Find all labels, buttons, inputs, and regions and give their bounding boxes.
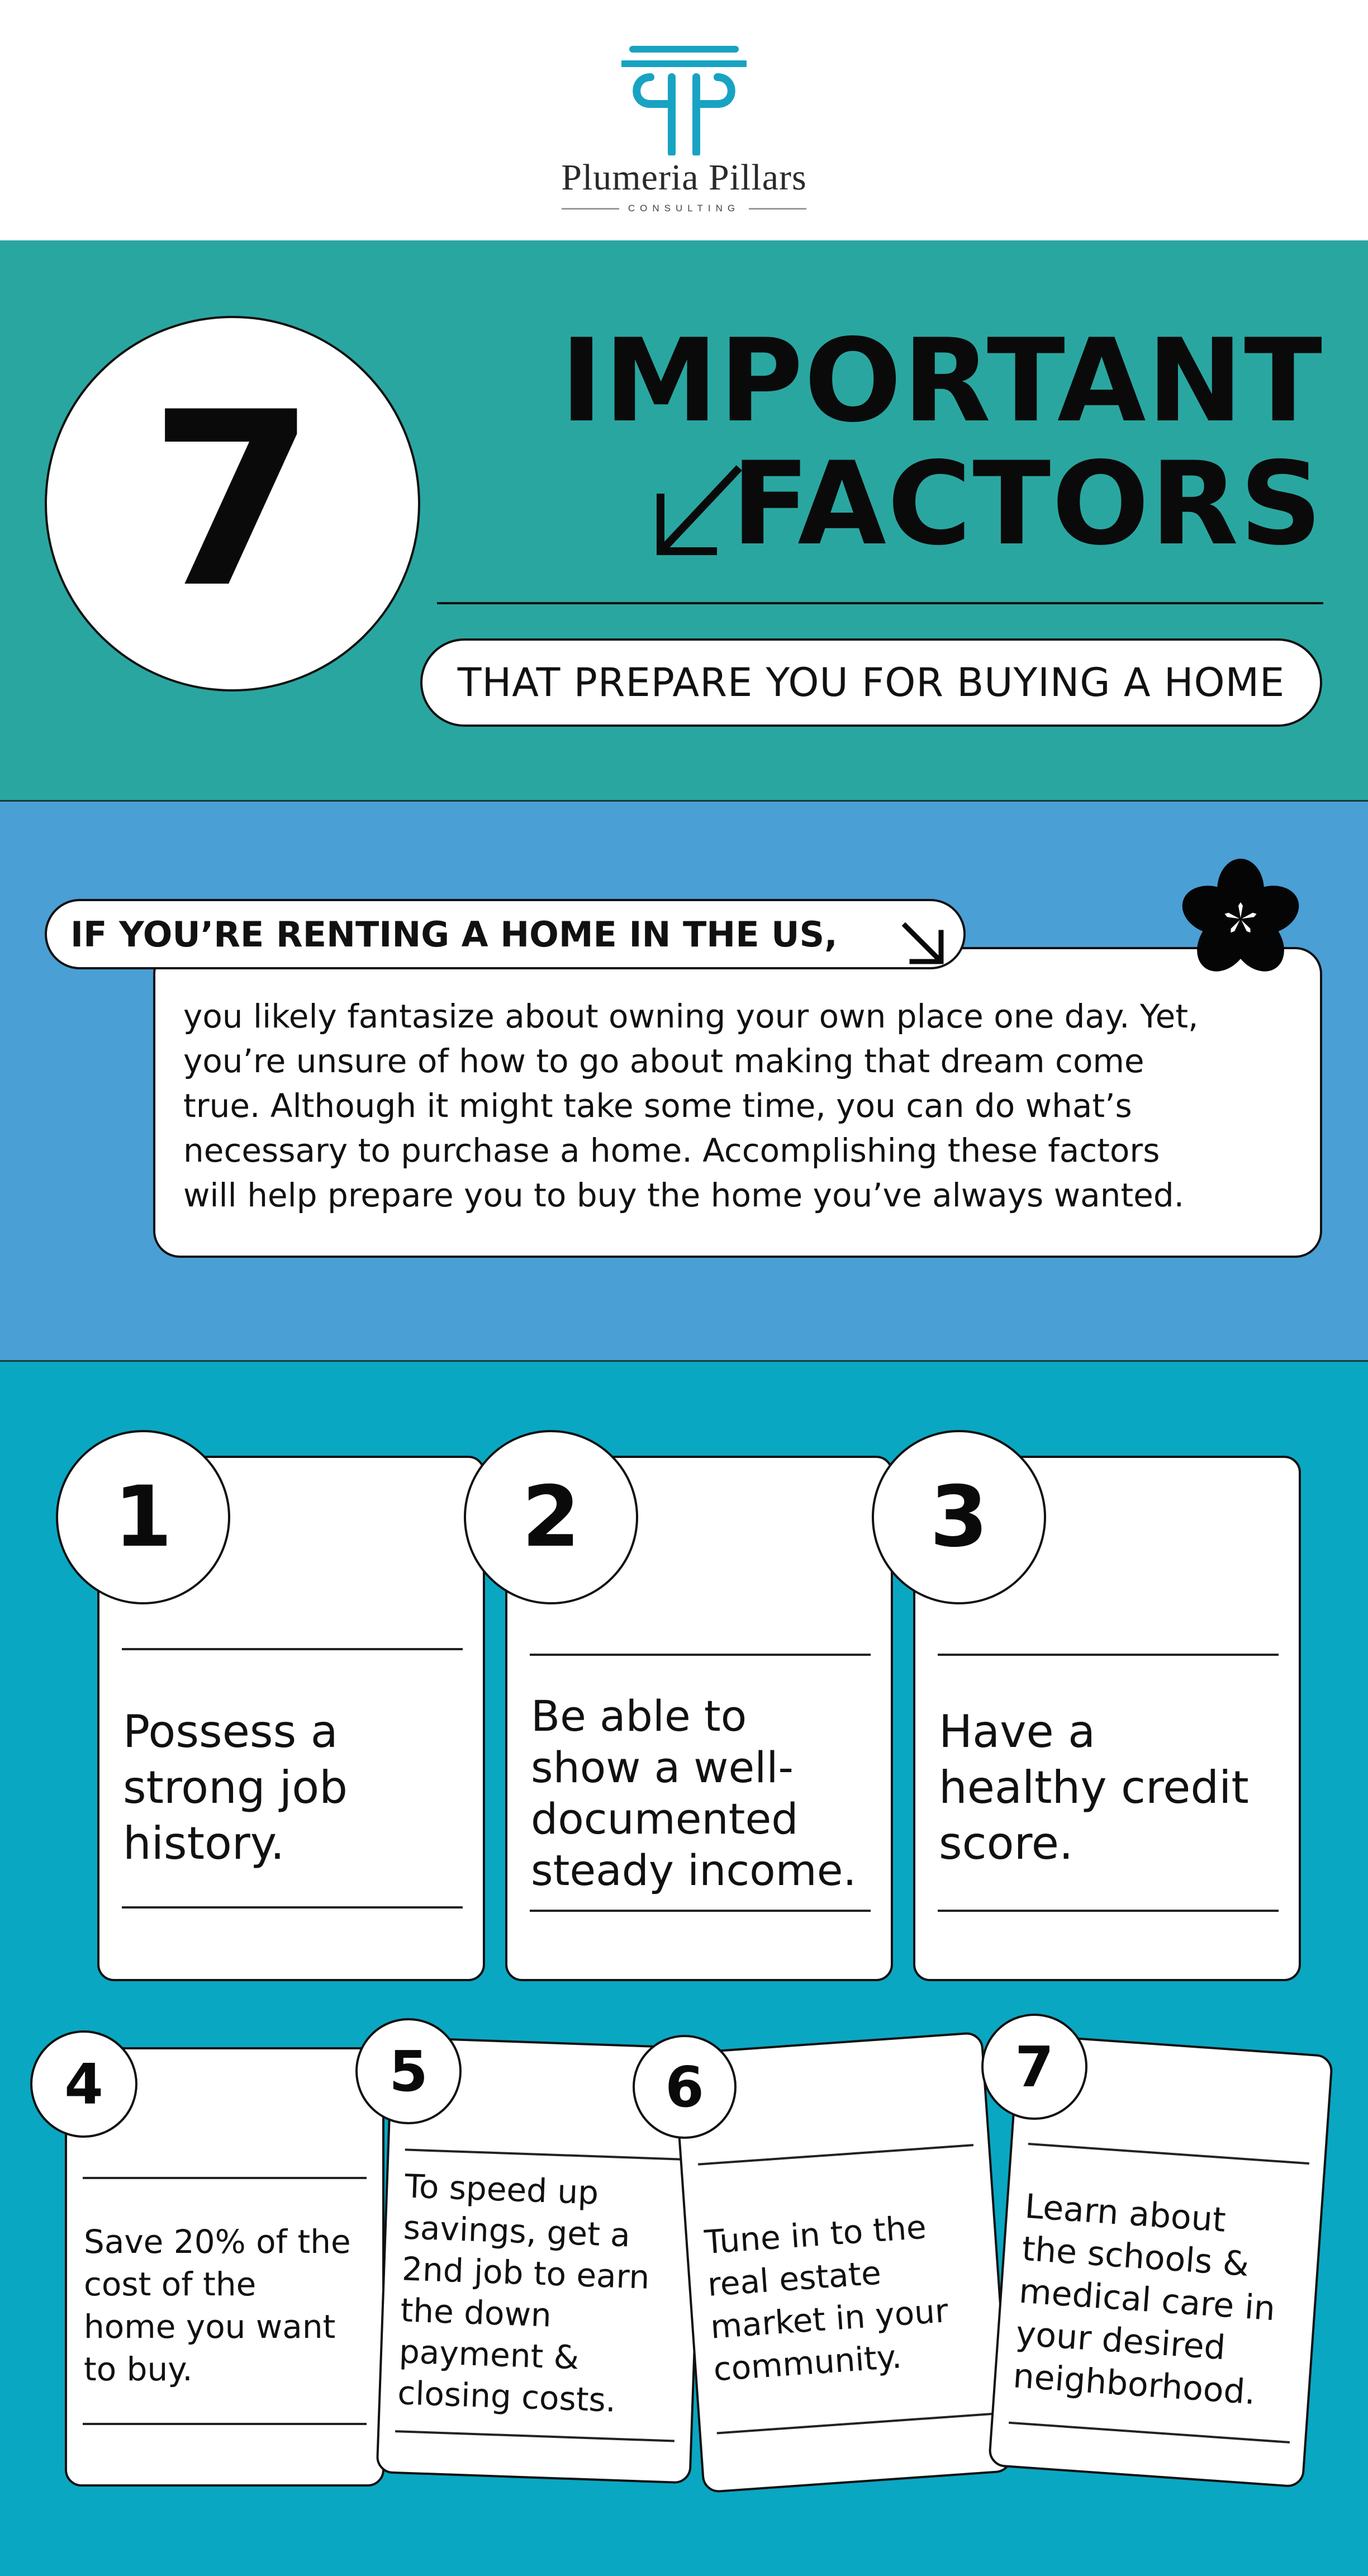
factor-line: home you want [84,2308,336,2346]
factor-line: medical care in [1018,2271,1277,2329]
factor-text [397,2165,653,2422]
factor-line: market in your [709,2291,949,2346]
divider [405,2148,685,2160]
title-line-1: IMPORTANT [560,315,1323,448]
factor-line: show a well- [531,1742,794,1792]
divider [938,1910,1279,1912]
factor-line: Possess a [123,1706,338,1758]
factor-number-5: 5 [355,2018,462,2124]
factor-line: Have a [939,1706,1096,1758]
factor-line: score. [939,1817,1074,1869]
subtitle-pill [420,638,1322,727]
factor-line: Save 20% of the [84,2223,351,2261]
factor-number-1: 1 [56,1430,230,1604]
factor-number-7: 7 [981,2014,1087,2120]
intro-heading: IF YOU’RE RENTING A HOME IN THE US, [70,913,838,955]
arrow-down-left-icon [653,464,742,559]
divider [395,2430,674,2442]
factor-line: neighborhood. [1011,2356,1257,2413]
subtitle: THAT PREPARE YOU FOR BUYING A HOME [457,660,1285,705]
factor-text [531,1690,857,1896]
factor-line: Be able to [531,1691,747,1741]
factor-number-6: 6 [633,2035,737,2139]
factor-text [84,2220,351,2390]
factor-line: real estate [706,2253,882,2304]
factor-line: your desired [1014,2314,1227,2368]
divider [530,1654,871,1656]
brand-name: Plumeria Pillars [561,157,807,198]
divider [122,1906,463,1909]
intro-card [153,947,1322,1258]
factor-line: community. [712,2337,903,2389]
header [0,0,1368,240]
divider [437,602,1323,604]
divider [938,1654,1279,1656]
factor-line: to buy. [84,2350,193,2388]
intro-heading-pill [45,899,966,969]
pillar-logo-icon [621,44,747,155]
divider [749,208,806,210]
intro-line: true. Although it might take some time, you can do what’s [183,1087,1132,1125]
factor-line: healthy credit [939,1761,1249,1813]
arrow-down-right-icon [900,920,947,967]
factor-line: savings, get a [402,2208,631,2255]
factor-text [703,2205,952,2391]
title-line-2: FACTORS [731,438,1323,571]
factor-text [123,1704,348,1872]
factor-line: 2nd job to earn [401,2250,650,2296]
factor-line: the schools & [1020,2229,1251,2284]
factor-line: Tune in to the [703,2208,928,2262]
divider [530,1910,871,1912]
divider [1009,2422,1290,2444]
title-section [0,240,1368,802]
brand-tagline: CONSULTING [628,203,740,214]
factor-count: 7 [149,361,316,641]
factor-line: Learn about [1023,2186,1227,2240]
intro-line: will help prepare you to buy the home you’ve always wanted. [183,1176,1185,1214]
factor-line: the down [400,2291,552,2334]
factor-text [1011,2185,1282,2415]
factor-line: cost of the [84,2265,256,2303]
factors-section [0,1362,1368,2576]
factor-text [939,1704,1249,1872]
factor-line: closing costs. [397,2374,617,2419]
divider [83,2423,367,2425]
factor-number-3: 3 [872,1430,1046,1604]
factor-line: history. [123,1817,285,1869]
brand-tagline-row [562,200,806,217]
factor-line: payment & [398,2332,580,2377]
intro-line: you likely fantasize about owning your own place one day. Yet, [183,997,1199,1035]
factor-line: strong job [123,1761,348,1813]
intro-line: you’re unsure of how to go about making that dream come [183,1042,1144,1080]
factor-line: steady income. [531,1845,857,1895]
factor-number-4: 4 [30,2030,137,2138]
factor-line: documented [531,1794,799,1844]
divider [83,2177,367,2179]
factor-number-2: 2 [464,1430,638,1604]
divider [562,208,619,210]
divider [698,2144,973,2165]
flower-icon [1179,858,1302,981]
intro-section [0,802,1368,1362]
divider [717,2413,992,2434]
intro-line: necessary to purchase a home. Accomplishing these factors [183,1131,1160,1169]
divider [122,1648,463,1650]
factor-line: To speed up [404,2167,600,2212]
divider [1028,2143,1309,2165]
number-badge [45,316,420,692]
